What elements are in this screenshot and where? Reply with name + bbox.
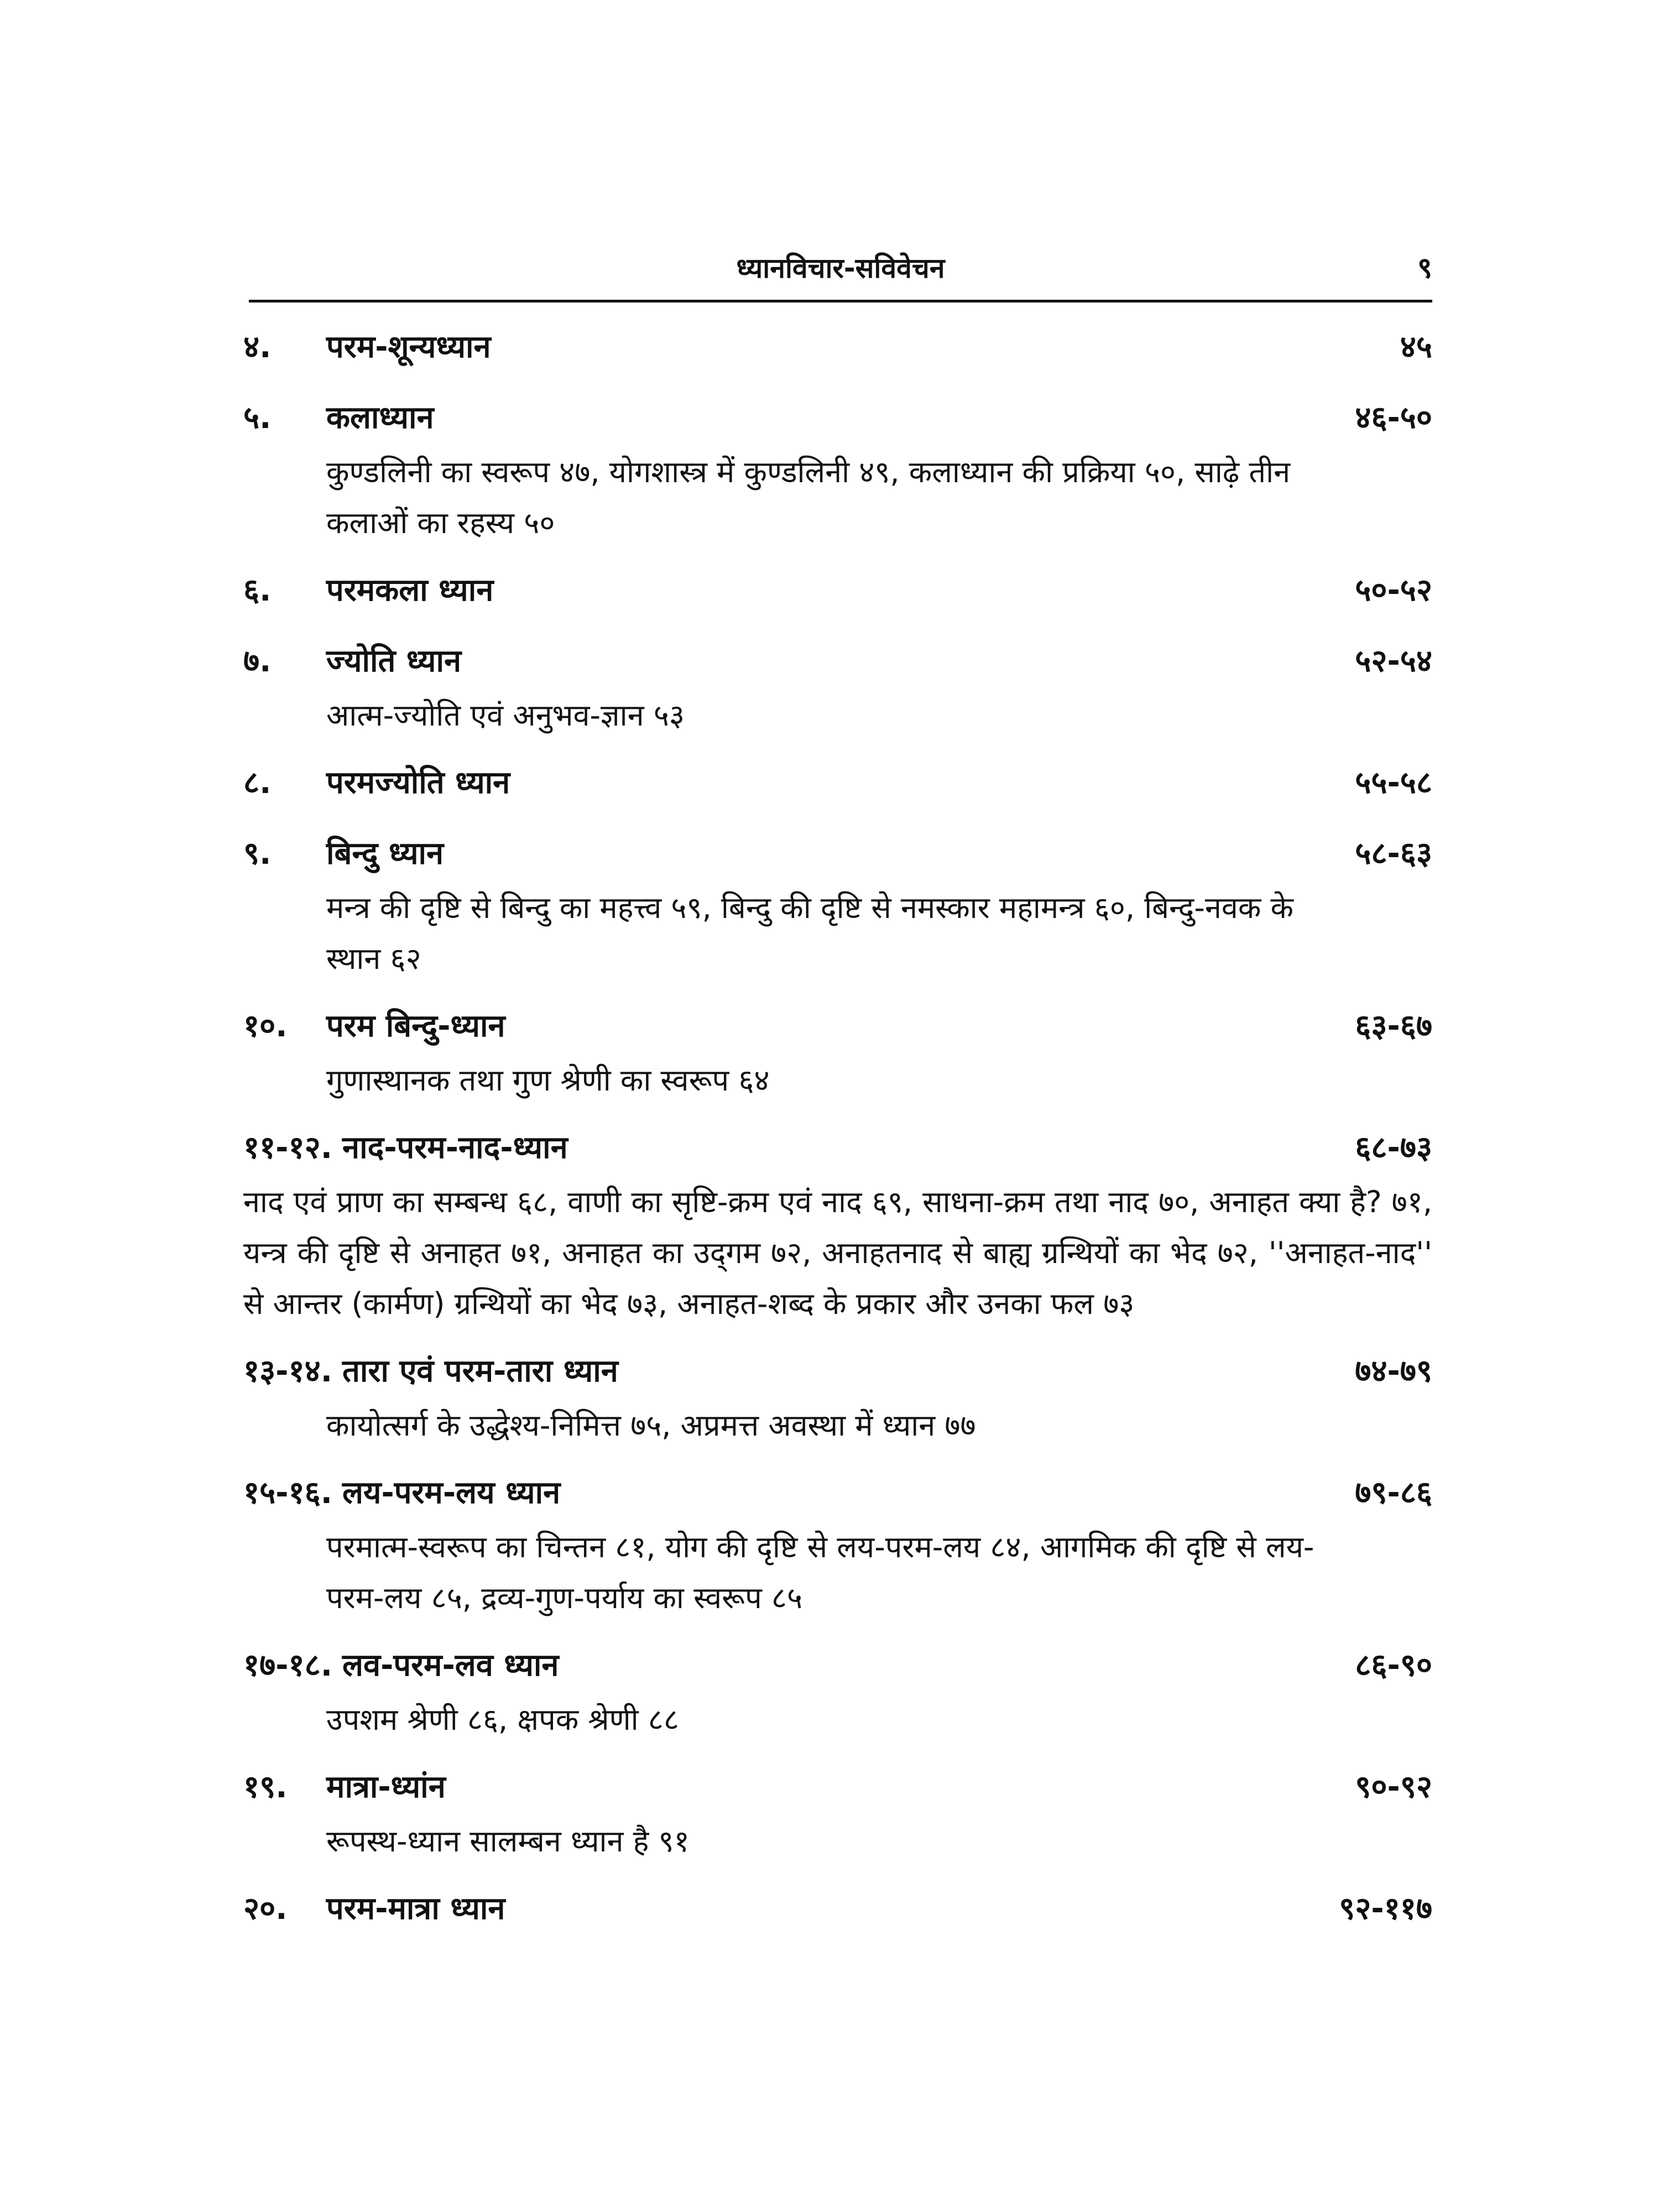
entry-pages: ९०-९२ xyxy=(1355,1769,1432,1805)
entry-title: मात्रा-ध्यांन xyxy=(326,1769,446,1805)
toc-entry xyxy=(243,754,1432,812)
toc-entry xyxy=(243,562,1432,619)
entry-description: परमात्म-स्वरूप का चिन्तन ८१, योग की दृष्टि से लय-परम-लय ८४, आगमिक की दृष्टि से लय-परम-लय ८५, द्रव्य-गुण-पर्याय का स्वरूप ८५ xyxy=(326,1530,1314,1615)
entry-pages: ७४-७९ xyxy=(1355,1353,1432,1389)
entry-description: कायोत्सर्ग के उद्धेश्य-निमित्त ७५, अप्रमत्त अवस्था में ध्यान ७७ xyxy=(326,1408,976,1443)
entry-title: लव-परम-लव ध्यान xyxy=(342,1647,559,1683)
entry-pages: ४५ xyxy=(1400,329,1432,365)
toc-entry xyxy=(243,825,1432,984)
entry-description: रूपस्थ-ध्यान सालम्बन ध्यान है ९१ xyxy=(326,1824,690,1859)
entry-pages: ५२-५४ xyxy=(1355,643,1432,679)
entry-number: १०. xyxy=(243,1008,288,1044)
entry-number: ४. xyxy=(243,329,272,365)
entry-title: ज्योति ध्यान xyxy=(326,643,462,679)
toc-entry xyxy=(243,998,1432,1106)
toc-entry xyxy=(243,319,1432,376)
entry-title: तारा एवं परम-तारा ध्यान xyxy=(342,1353,618,1389)
toc-entry xyxy=(243,1759,1432,1867)
entry-description: आत्म-ज्योति एवं अनुभव-ज्ञान ५३ xyxy=(326,698,685,733)
entry-title: परम-शून्यध्यान xyxy=(326,329,491,365)
entry-title: कलाध्यान xyxy=(326,400,434,436)
entry-pages: ६८-७३ xyxy=(1355,1130,1432,1166)
entry-pages: ९२-११७ xyxy=(1339,1891,1432,1927)
toc-entry xyxy=(243,389,1432,549)
entry-title: नाद-परम-नाद-ध्यान xyxy=(342,1130,568,1166)
toc-entry xyxy=(243,633,1432,741)
entry-number: ११-१२. xyxy=(243,1130,332,1166)
entry-number: ८. xyxy=(243,765,272,801)
header-rule xyxy=(249,300,1432,302)
entry-title: परमकला ध्यान xyxy=(326,572,494,608)
toc-entry xyxy=(243,1119,1432,1329)
entry-description: मन्त्र की दृष्टि से बिन्दु का महत्त्व ५९, बिन्दु की दृष्टि से नमस्कार महामन्त्र ६०, बिन्दु-नवक के स्थान ६२ xyxy=(326,890,1293,976)
entry-description: उपशम श्रेणी ८६, क्षपक श्रेणी ८८ xyxy=(326,1702,679,1737)
entry-number: ९. xyxy=(243,836,272,872)
entry-pages: ६३-६७ xyxy=(1355,1008,1432,1044)
page-header xyxy=(249,243,1432,304)
entry-pages: ५०-५२ xyxy=(1355,572,1432,608)
entry-pages: ५५-५८ xyxy=(1355,765,1432,801)
entry-title: लय-परम-लय ध्यान xyxy=(342,1475,561,1511)
entry-title: परम-मात्रा ध्यान xyxy=(326,1891,505,1927)
toc-entry xyxy=(243,1637,1432,1745)
toc-entry xyxy=(243,1343,1432,1451)
entry-pages: ४६-५० xyxy=(1355,400,1432,436)
table-of-contents xyxy=(243,319,1432,1951)
entry-pages: ५८-६३ xyxy=(1355,836,1432,872)
entry-number: १७-१८. xyxy=(243,1647,332,1683)
entry-number: ७. xyxy=(243,643,272,679)
entry-description: नाद एवं प्राण का सम्बन्ध ६८, वाणी का सृष्टि-क्रम एवं नाद ६९, साधना-क्रम तथा नाद ७०, अनाहत क्या है? ७१, यन्त्र की दृष्टि से अनाहत ७१, अनाहत का उद्‌गम ७२, अनाहतनाद से बाह्य ग्रन्थियों का भेद ७२, ''अनाहत-नाद'' से आन्तर (कार्मण) ग्रन्थियों का भेद ७३, अनाहत-शब्द के प्रकार और उनका फल ७३ xyxy=(243,1185,1432,1321)
entry-title: परम बिन्दु-ध्यान xyxy=(326,1008,505,1044)
entry-description: गुणास्थानक तथा गुण श्रेणी का स्वरूप ६४ xyxy=(326,1063,770,1098)
entry-title: परमज्योति ध्यान xyxy=(326,765,510,801)
entry-number: १३-१४. xyxy=(243,1353,332,1389)
page-number: ९ xyxy=(1417,252,1432,285)
entry-pages: ७९-८६ xyxy=(1355,1475,1432,1511)
entry-title: बिन्दु ध्यान xyxy=(326,836,444,872)
entry-number: १५-१६. xyxy=(243,1475,332,1511)
toc-entry xyxy=(243,1880,1432,1938)
toc-entry xyxy=(243,1464,1432,1624)
entry-pages: ८६-९० xyxy=(1355,1647,1432,1683)
entry-number: २०. xyxy=(243,1891,288,1927)
entry-number: १९. xyxy=(243,1769,288,1805)
running-title: ध्यानविचार-सविवेचन xyxy=(736,252,945,284)
entry-number: ५. xyxy=(243,400,272,436)
entry-description: कुण्डलिनी का स्वरूप ४७, योगशास्त्र में कुण्डलिनी ४९, कलाध्यान की प्रक्रिया ५०, साढ़े तीन कलाओं का रहस्य ५० xyxy=(326,455,1291,540)
entry-number: ६. xyxy=(243,572,272,608)
